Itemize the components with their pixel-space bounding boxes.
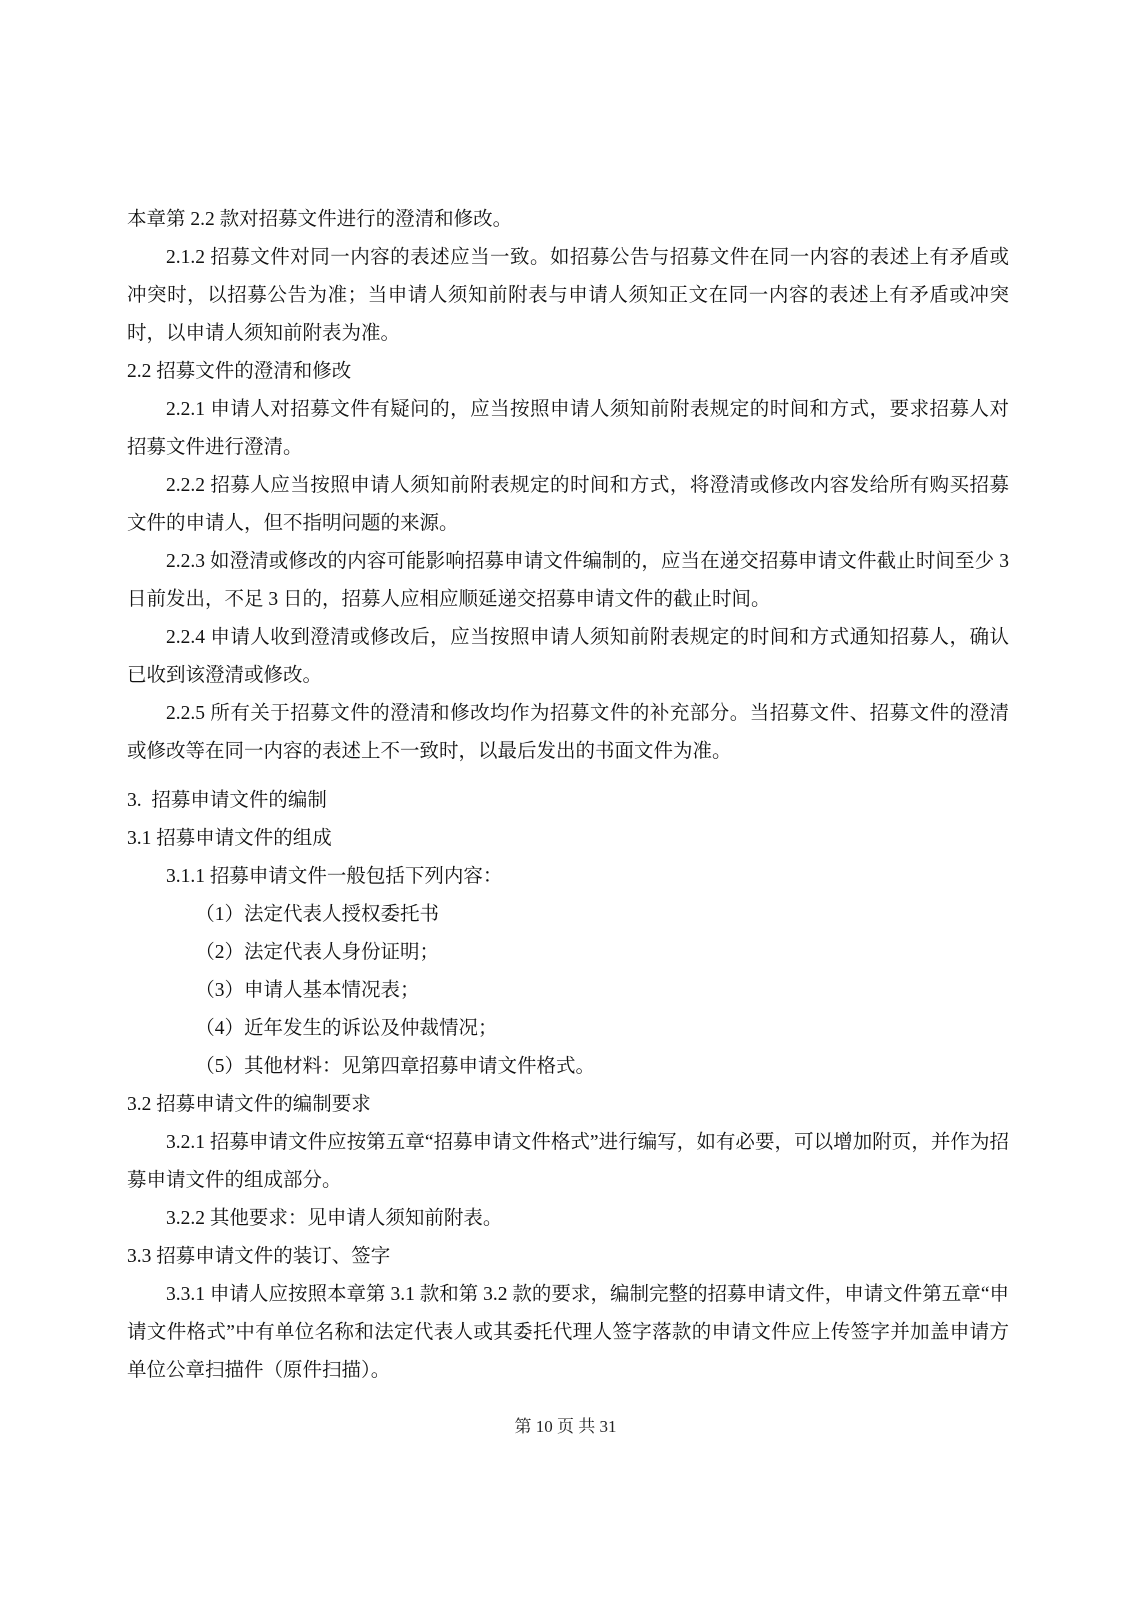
heading-3: 3. 招募申请文件的编制 (127, 790, 327, 811)
paragraph-2-2-1: 2.2.1 申请人对招募文件有疑问的，应当按照申请人须知前附表规定的时间和方式，要求招募人对招募文件进行澄清。 (127, 399, 1009, 458)
paragraph-2-2-4: 2.2.4 申请人收到澄清或修改后，应当按照申请人须知前附表规定的时间和方式通知招募人，确认已收到该澄清或修改。 (127, 627, 1009, 686)
paragraph-2-2-2: 2.2.2 招募人应当按照申请人须知前附表规定的时间和方式，将澄清或修改内容发给所有购买招募文件的申请人，但不指明问题的来源。 (127, 475, 1009, 534)
heading-2-2: 2.2 招募文件的澄清和修改 (127, 361, 352, 382)
paragraph-2-2-3: 2.2.3 如澄清或修改的内容可能影响招募申请文件编制的，应当在递交招募申请文件截止时间至少 3 日前发出，不足 3 日的，招募人应相应顺延递交招募申请文件的截止时间。 (127, 551, 1009, 610)
heading-3-1: 3.1 招募申请文件的组成 (127, 828, 332, 849)
page-number-text: 第 10 页 共 31 (514, 1417, 617, 1436)
paragraph-3-3-1: 3.3.1 申请人应按照本章第 3.1 款和第 3.2 款的要求，编制完整的招募申请文件，申请文件第五章“申请文件格式”中有单位名称和法定代表人或其委托代理人签字落款的申请文件应上传签字并加盖申请方单位公章扫描件（原件扫描）。 (127, 1284, 1009, 1381)
heading-3-3: 3.3 招募申请文件的装订、签字 (127, 1246, 391, 1267)
paragraph-3-2-2: 3.2.2 其他要求：见申请人须知前附表。 (166, 1208, 503, 1229)
paragraph-2-1-2: 2.1.2 招募文件对同一内容的表述应当一致。如招募公告与招募文件在同一内容的表述上有矛盾或冲突时，以招募公告为准；当申请人须知前附表与申请人须知正文在同一内容的表述上有矛盾或冲突时，以申请人须知前附表为准。 (127, 247, 1009, 344)
list-item-4: （4）近年发生的诉讼及仲裁情况； (195, 1018, 498, 1039)
list-item-2: （2）法定代表人身份证明； (195, 942, 440, 963)
paragraph-2-2-5: 2.2.5 所有关于招募文件的澄清和修改均作为招募文件的补充部分。当招募文件、招募文件的澄清或修改等在同一内容的表述上不一致时，以最后发出的书面文件为准。 (127, 703, 1009, 762)
list-item-1: （1）法定代表人授权委托书 (195, 904, 440, 925)
list-item-3: （3）申请人基本情况表； (195, 980, 420, 1001)
paragraph-3-1-1: 3.1.1 招募申请文件一般包括下列内容： (166, 866, 503, 887)
document-body (127, 201, 1009, 1390)
heading-3-2: 3.2 招募申请文件的编制要求 (127, 1094, 371, 1115)
paragraph-3-2-1: 3.2.1 招募申请文件应按第五章“招募申请文件格式”进行编写，如有必要，可以增加附页，并作为招募申请文件的组成部分。 (127, 1132, 1009, 1191)
paragraph-continuation: 本章第 2.2 款对招募文件进行的澄清和修改。 (127, 209, 513, 230)
list-item-5: （5）其他材料：见第四章招募申请文件格式。 (195, 1056, 596, 1077)
page-footer (0, 1412, 1131, 1437)
